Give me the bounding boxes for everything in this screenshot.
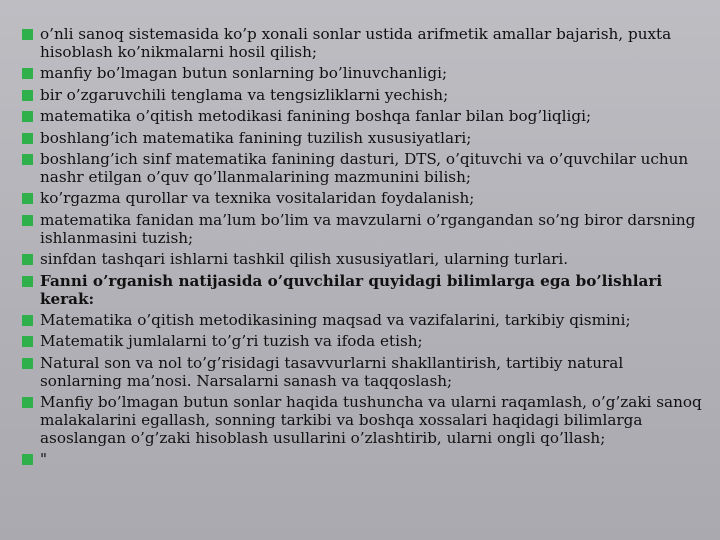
bullet-square-icon bbox=[22, 154, 33, 165]
list-item bbox=[22, 393, 702, 447]
bullet-square-icon bbox=[22, 454, 33, 465]
list-item-text: matematika o’qitish metodikasi fanining boshqa fanlar bilan bog’liqligi; bbox=[40, 107, 592, 126]
list-item bbox=[22, 311, 702, 329]
bullet-square-icon bbox=[22, 358, 33, 369]
list-item bbox=[22, 86, 702, 104]
list-item-text: sinfdan tashqari ishlarni tashkil qilish xususiyatlari, ularning turlari. bbox=[40, 250, 569, 269]
list-item bbox=[22, 64, 702, 82]
bullet-square-icon bbox=[22, 254, 33, 265]
list-item-text: boshlang’ich matematika fanining tuzilish xususiyatlari; bbox=[40, 128, 472, 147]
list-item-text: o’nli sanoq sistemasida ko’p xonali sonlar ustida arifmetik amallar bajarish, puxta hisoblash ko’nikmalarni hosil qilish; bbox=[40, 25, 672, 61]
list-item bbox=[22, 272, 702, 308]
list-item bbox=[22, 189, 702, 207]
list-item bbox=[22, 332, 702, 350]
bullet-square-icon bbox=[22, 315, 33, 326]
list-item bbox=[22, 450, 702, 468]
list-item bbox=[22, 25, 702, 61]
bullet-square-icon bbox=[22, 215, 33, 226]
list-item bbox=[22, 107, 702, 125]
list-item-text: matematika fanidan ma’lum bo’lim va mavzularni o’rgangandan so’ng biror darsning ishlanmasini tuzish; bbox=[40, 210, 696, 247]
list-item bbox=[22, 250, 702, 268]
list-item-text: Fanni o’rganish natijasida o’quvchilar quyidagi bilimlarga ega bo’lishlari kerak: bbox=[40, 271, 663, 308]
list-item-text: " bbox=[40, 450, 47, 469]
list-item-text: ko’rgazma qurollar va texnika vositalaridan foydalanish; bbox=[40, 189, 475, 208]
list-item bbox=[22, 150, 702, 186]
list-item bbox=[22, 354, 702, 390]
list-item-text: Natural son va nol to’g’risidagi tasavvurlarni shakllantirish, tartibiy natural sonlarning ma’nosi. Narsalarni sanash va taqqoslash; bbox=[40, 353, 624, 390]
list-item bbox=[22, 129, 702, 147]
bullet-square-icon bbox=[22, 397, 33, 408]
bullet-square-icon bbox=[22, 336, 33, 347]
bullet-square-icon bbox=[22, 90, 33, 101]
bullet-square-icon bbox=[22, 133, 33, 144]
bullet-square-icon bbox=[22, 193, 33, 204]
bullet-square-icon bbox=[22, 29, 33, 40]
list-item bbox=[22, 211, 702, 247]
bullet-square-icon bbox=[22, 276, 33, 287]
bullet-square-icon bbox=[22, 111, 33, 122]
list-item-text: Matematika o’qitish metodikasining maqsad va vazifalarini, tarkibiy qismini; bbox=[40, 310, 631, 329]
list-item-text: manfiy bo’lmagan butun sonlarning bo’linuvchanligi; bbox=[40, 64, 448, 83]
list-item-text: Manfiy bo’lmagan butun sonlar haqida tushuncha va ularni raqamlash, o’g’zaki sanoq malakalarini egallash, sonning tarkibi va boshqa xossalari haqidagi bilimlarga asoslangan o’g’zaki hisoblash usullarini o’zlashtirib, ularni ongli qo’llash; bbox=[40, 393, 702, 448]
bullet-square-icon bbox=[22, 68, 33, 79]
list-item-text: boshlang’ich sinf matematika fanining dasturi, DTS, o’qituvchi va o’quvchilar uchun nashr etilgan o’quv qo’llanmalarining mazmunini bilish; bbox=[40, 149, 689, 186]
bullet-list bbox=[22, 25, 702, 468]
list-item-text: bir o’zgaruvchili tenglama va tengsizliklarni yechish; bbox=[40, 85, 449, 104]
list-item-text: Matematik jumlalarni to’g’ri tuzish va ifoda etish; bbox=[40, 332, 423, 351]
slide-content bbox=[22, 25, 702, 472]
